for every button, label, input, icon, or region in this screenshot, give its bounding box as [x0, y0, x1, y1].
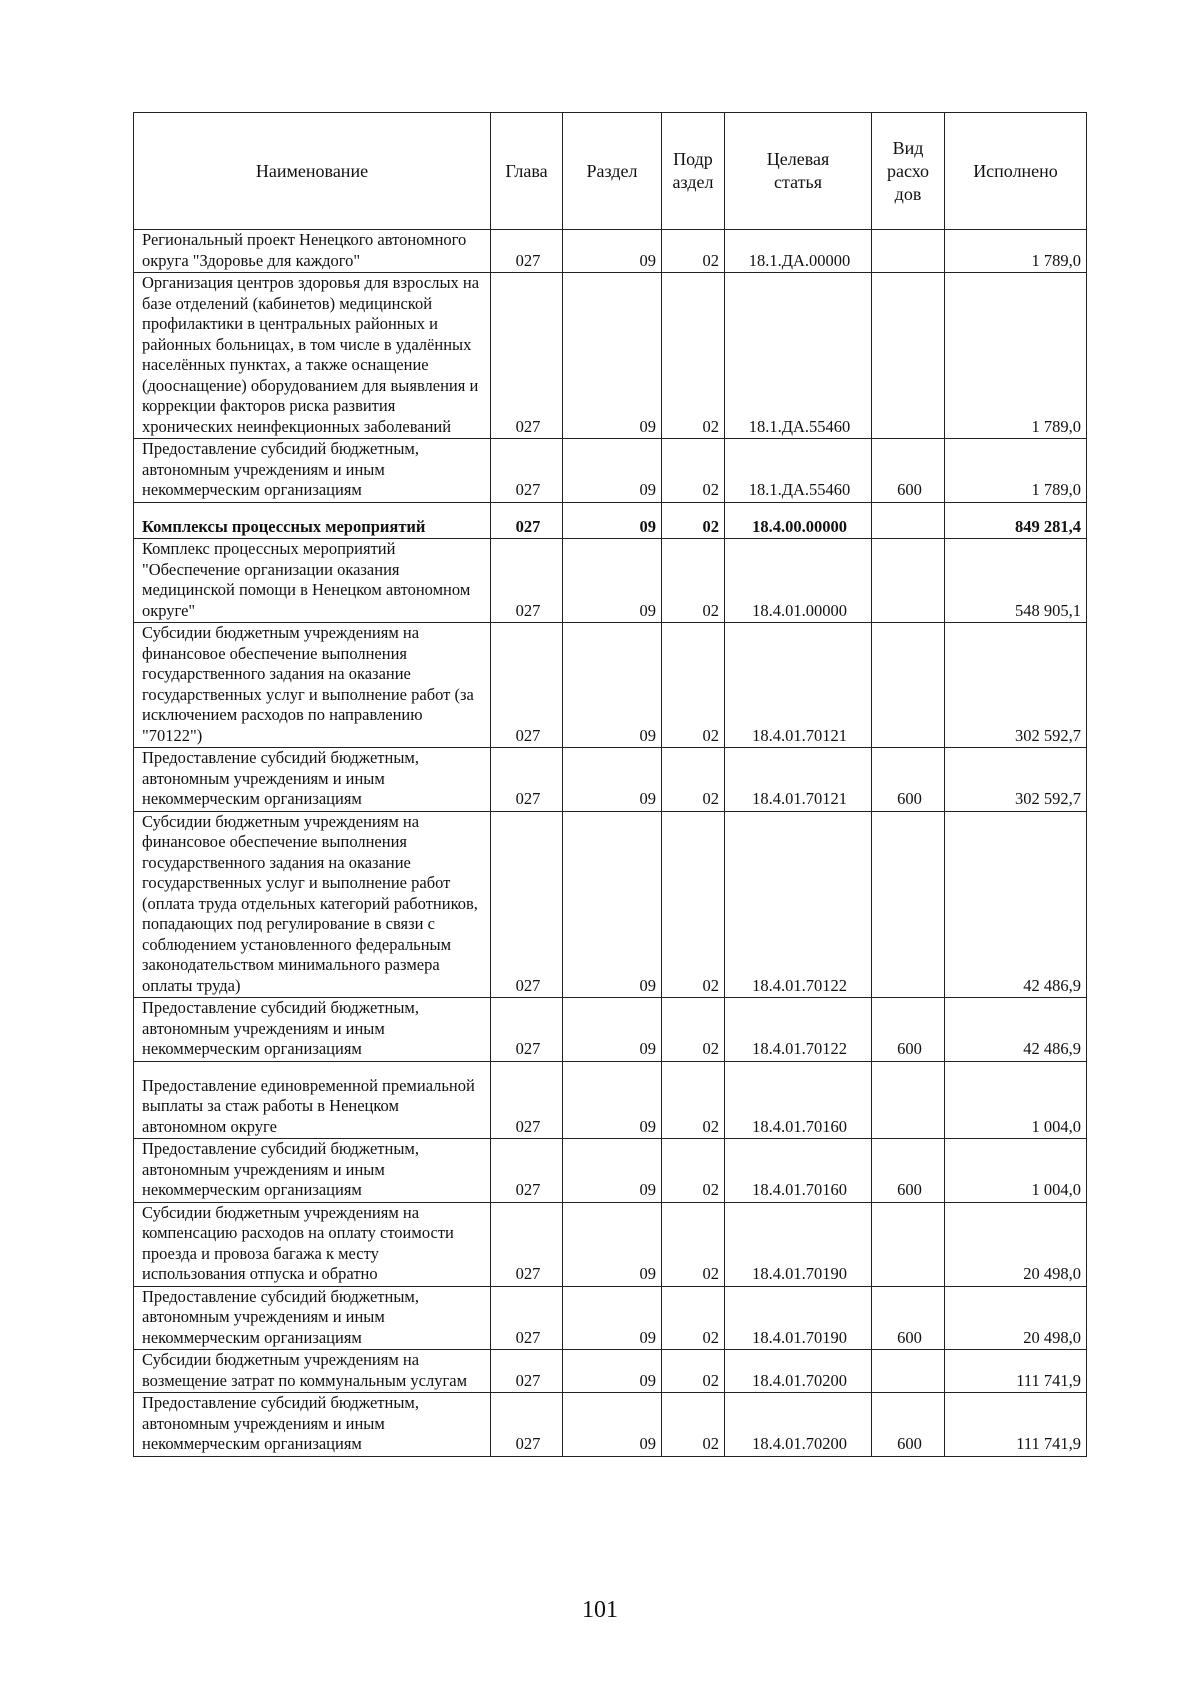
row-razdel: 09	[563, 1061, 662, 1139]
row-podrazdel: 02	[662, 1061, 725, 1139]
row-razdel: 09	[563, 539, 662, 623]
row-podrazdel: 02	[662, 811, 725, 998]
row-celevaya: 18.4.01.70160	[725, 1061, 872, 1139]
row-vid	[872, 623, 945, 748]
row-ispolneno: 42 486,9	[945, 811, 1087, 998]
row-name: Предоставление субсидий бюджетным, автономным учреждениям и иным некоммерческим организациям	[134, 439, 491, 503]
row-glava: 027	[491, 1202, 563, 1286]
row-razdel: 09	[563, 502, 662, 539]
row-name: Предоставление субсидий бюджетным, автономным учреждениям и иным некоммерческим организациям	[134, 748, 491, 812]
row-ispolneno: 20 498,0	[945, 1202, 1087, 1286]
table-row	[134, 623, 1087, 748]
row-vid: 600	[872, 1286, 945, 1350]
row-glava: 027	[491, 230, 563, 273]
row-podrazdel: 02	[662, 1350, 725, 1393]
row-vid	[872, 230, 945, 273]
row-celevaya: 18.4.01.70200	[725, 1350, 872, 1393]
row-glava: 027	[491, 1286, 563, 1350]
row-glava: 027	[491, 998, 563, 1062]
row-glava: 027	[491, 623, 563, 748]
row-celevaya: 18.4.01.70190	[725, 1286, 872, 1350]
row-name: Региональный проект Ненецкого автономного округа "Здоровье для каждого"	[134, 230, 491, 273]
row-ispolneno: 20 498,0	[945, 1286, 1087, 1350]
row-name: Субсидии бюджетным учреждениям на возмещение затрат по коммунальным услугам	[134, 1350, 491, 1393]
row-podrazdel: 02	[662, 230, 725, 273]
row-name: Субсидии бюджетным учреждениям на финансовое обеспечение выполнения государственного задания на оказание государственных услуг и выполнение работ (оплата труда отдельных категорий работников, попадающих под регулирование в связи с соблюдением установленного федеральным законодательством минимального размера оплаты труда)	[134, 811, 491, 998]
row-razdel: 09	[563, 1350, 662, 1393]
header-podrazdel: Подр аздел	[662, 113, 725, 230]
row-celevaya: 18.4.01.00000	[725, 539, 872, 623]
row-vid	[872, 1202, 945, 1286]
row-glava: 027	[491, 811, 563, 998]
row-vid: 600	[872, 998, 945, 1062]
row-ispolneno: 1 789,0	[945, 439, 1087, 503]
row-ispolneno: 849 281,4	[945, 502, 1087, 539]
header-glava: Глава	[491, 113, 563, 230]
row-podrazdel: 02	[662, 273, 725, 439]
row-ispolneno: 111 741,9	[945, 1393, 1087, 1457]
table-row	[134, 811, 1087, 998]
row-razdel: 09	[563, 1286, 662, 1350]
table-row	[134, 998, 1087, 1062]
row-celevaya: 18.4.01.70121	[725, 623, 872, 748]
row-name: Предоставление субсидий бюджетным, автономным учреждениям и иным некоммерческим организациям	[134, 1286, 491, 1350]
row-podrazdel: 02	[662, 1286, 725, 1350]
row-glava: 027	[491, 539, 563, 623]
row-ispolneno: 1 789,0	[945, 230, 1087, 273]
header-vid-raskhodov: Вид расхо дов	[872, 113, 945, 230]
row-celevaya: 18.4.01.70200	[725, 1393, 872, 1457]
row-podrazdel: 02	[662, 439, 725, 503]
row-podrazdel: 02	[662, 623, 725, 748]
row-ispolneno: 302 592,7	[945, 623, 1087, 748]
table-row	[134, 273, 1087, 439]
row-celevaya: 18.4.01.70121	[725, 748, 872, 812]
row-name: Субсидии бюджетным учреждениям на финансовое обеспечение выполнения государственного задания на оказание государственных услуг и выполнение работ (за исключением расходов по направлению "70122")	[134, 623, 491, 748]
row-podrazdel: 02	[662, 1393, 725, 1457]
row-podrazdel: 02	[662, 502, 725, 539]
row-razdel: 09	[563, 748, 662, 812]
row-razdel: 09	[563, 811, 662, 998]
row-name: Предоставление субсидий бюджетным, автономным учреждениям и иным некоммерческим организациям	[134, 998, 491, 1062]
header-razdel: Раздел	[563, 113, 662, 230]
row-celevaya: 18.4.01.70190	[725, 1202, 872, 1286]
header-name: Наименование	[134, 113, 491, 230]
row-razdel: 09	[563, 1139, 662, 1203]
table-header-row	[134, 113, 1087, 230]
row-vid	[872, 273, 945, 439]
row-razdel: 09	[563, 1393, 662, 1457]
row-ispolneno: 302 592,7	[945, 748, 1087, 812]
row-ispolneno: 1 004,0	[945, 1139, 1087, 1203]
row-ispolneno: 111 741,9	[945, 1350, 1087, 1393]
row-vid: 600	[872, 748, 945, 812]
row-razdel: 09	[563, 230, 662, 273]
row-celevaya: 18.1.ДА.00000	[725, 230, 872, 273]
header-celevaya-statya: Целевая статья	[725, 113, 872, 230]
row-glava: 027	[491, 502, 563, 539]
row-glava: 027	[491, 273, 563, 439]
row-celevaya: 18.4.00.00000	[725, 502, 872, 539]
row-glava: 027	[491, 1350, 563, 1393]
table-row	[134, 1350, 1087, 1393]
row-podrazdel: 02	[662, 998, 725, 1062]
row-name: Организация центров здоровья для взрослых на базе отделений (кабинетов) медицинской профилактики в центральных районных и районных больницах, в том числе в удалённых населённых пунктах, а также оснащение (дооснащение) оборудованием для выявления и коррекции факторов риска развития хронических неинфекционных заболеваний	[134, 273, 491, 439]
row-podrazdel: 02	[662, 1202, 725, 1286]
row-celevaya: 18.4.01.70122	[725, 811, 872, 998]
row-glava: 027	[491, 1061, 563, 1139]
table-row	[134, 1286, 1087, 1350]
table-row	[134, 1061, 1087, 1139]
row-ispolneno: 1 789,0	[945, 273, 1087, 439]
row-razdel: 09	[563, 623, 662, 748]
row-name: Предоставление субсидий бюджетным, автономным учреждениям и иным некоммерческим организациям	[134, 1139, 491, 1203]
row-vid	[872, 539, 945, 623]
row-glava: 027	[491, 1393, 563, 1457]
row-celevaya: 18.4.01.70122	[725, 998, 872, 1062]
row-vid: 600	[872, 1139, 945, 1203]
row-vid: 600	[872, 439, 945, 503]
page-number: 101	[582, 1597, 618, 1623]
table-row-total	[134, 502, 1087, 539]
row-vid	[872, 1061, 945, 1139]
row-name: Комплексы процессных мероприятий	[134, 502, 491, 539]
header-ispolneno: Исполнено	[945, 113, 1087, 230]
row-name: Предоставление субсидий бюджетным, автономным учреждениям и иным некоммерческим организациям	[134, 1393, 491, 1457]
row-podrazdel: 02	[662, 539, 725, 623]
row-razdel: 09	[563, 1202, 662, 1286]
row-podrazdel: 02	[662, 748, 725, 812]
row-ispolneno: 1 004,0	[945, 1061, 1087, 1139]
table-row	[134, 748, 1087, 812]
row-name: Субсидии бюджетным учреждениям на компенсацию расходов на оплату стоимости проезда и провоза багажа к месту использования отпуска и обратно	[134, 1202, 491, 1286]
budget-execution-table	[133, 112, 1087, 1457]
row-celevaya: 18.1.ДА.55460	[725, 273, 872, 439]
row-ispolneno: 42 486,9	[945, 998, 1087, 1062]
row-name: Комплекс процессных мероприятий "Обеспечение организации оказания медицинской помощи в Ненецком автономном округе"	[134, 539, 491, 623]
row-name: Предоставление единовременной премиальной выплаты за стаж работы в Ненецком автономном округе	[134, 1061, 491, 1139]
row-vid	[872, 502, 945, 539]
row-celevaya: 18.4.01.70160	[725, 1139, 872, 1203]
row-glava: 027	[491, 748, 563, 812]
row-vid	[872, 811, 945, 998]
table-row	[134, 539, 1087, 623]
table-row	[134, 1393, 1087, 1457]
budget-sheet	[133, 112, 1086, 1457]
row-vid	[872, 1350, 945, 1393]
row-glava: 027	[491, 1139, 563, 1203]
row-celevaya: 18.1.ДА.55460	[725, 439, 872, 503]
row-razdel: 09	[563, 998, 662, 1062]
row-podrazdel: 02	[662, 1139, 725, 1203]
row-glava: 027	[491, 439, 563, 503]
table-row	[134, 1139, 1087, 1203]
row-razdel: 09	[563, 273, 662, 439]
table-row	[134, 230, 1087, 273]
table-row	[134, 1202, 1087, 1286]
table-row	[134, 439, 1087, 503]
row-razdel: 09	[563, 439, 662, 503]
row-vid: 600	[872, 1393, 945, 1457]
row-ispolneno: 548 905,1	[945, 539, 1087, 623]
